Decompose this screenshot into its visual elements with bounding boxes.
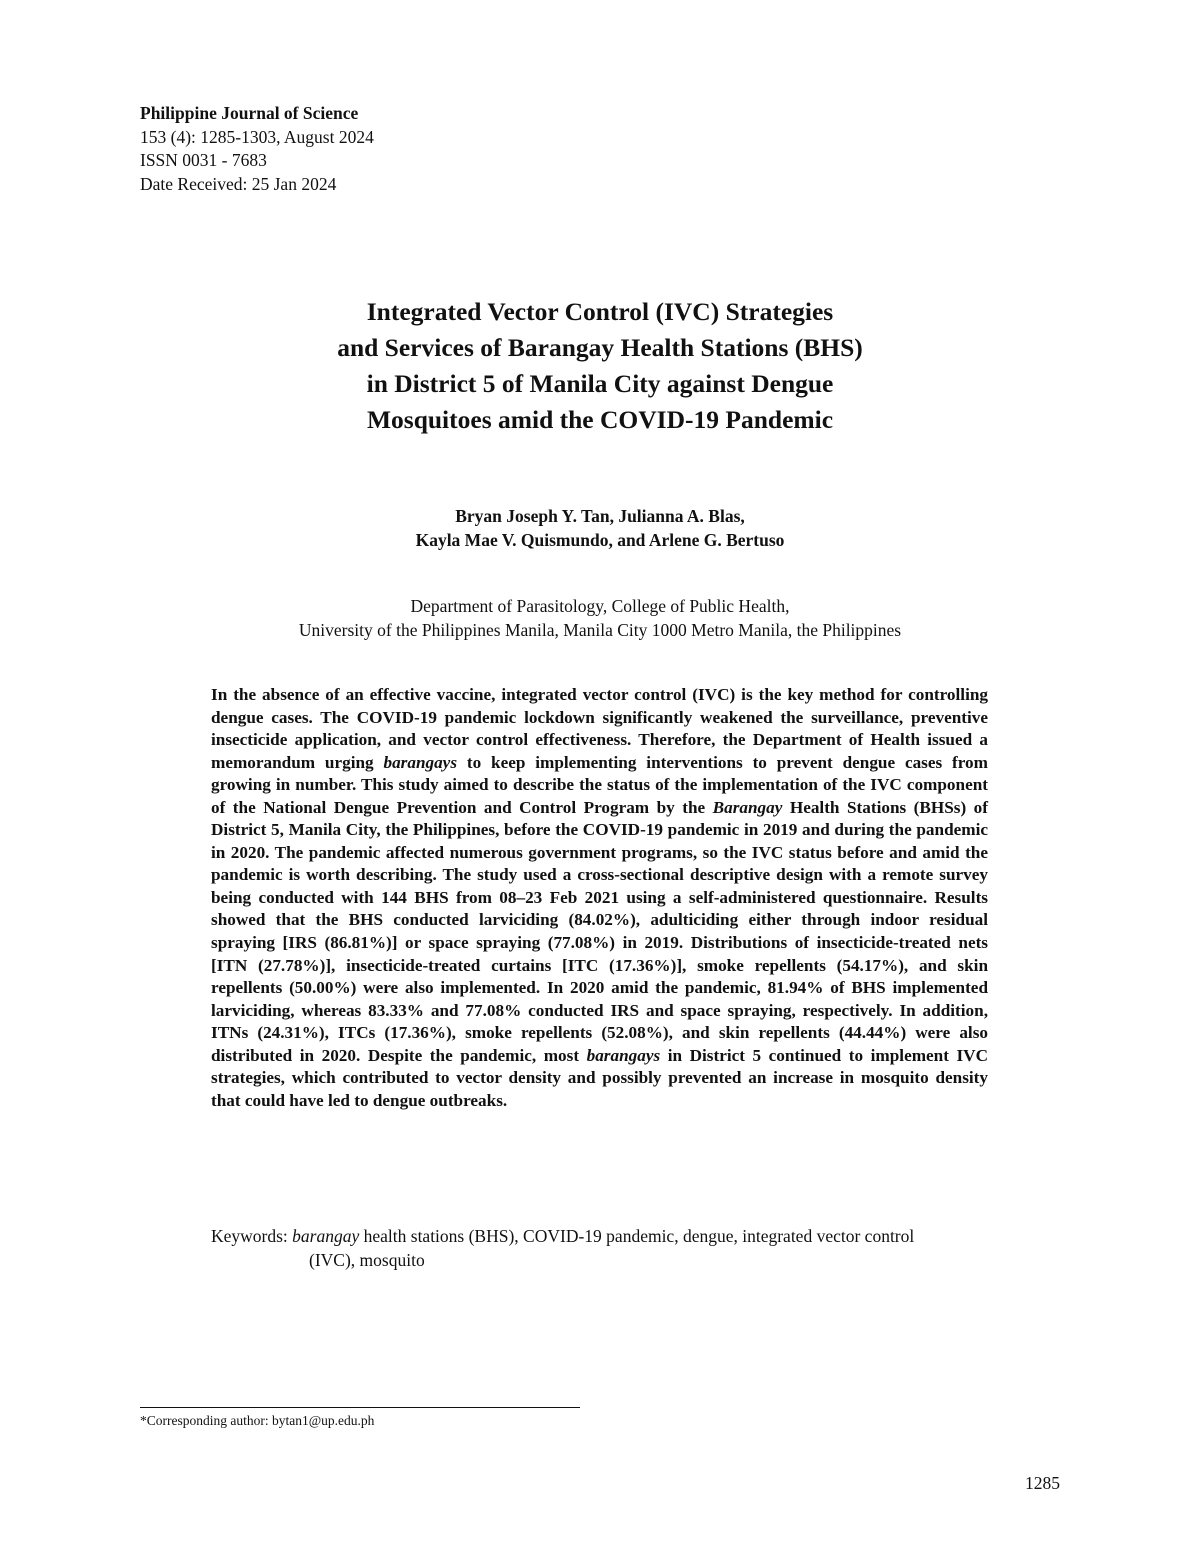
keywords-text: health stations (BHS), COVID-19 pandemic, dengue, integrated vector control — [359, 1226, 915, 1246]
journal-issn: ISSN 0031 - 7683 — [140, 150, 267, 170]
author-list — [200, 504, 1000, 552]
authors-line: Kayla Mae V. Quismundo, and Arlene G. Bertuso — [415, 530, 785, 550]
affiliation — [160, 594, 1040, 642]
corresponding-author-footnote: *Corresponding author: bytan1@up.edu.ph — [140, 1413, 375, 1428]
abstract — [211, 684, 988, 1112]
affiliation-line: Department of Parasitology, College of Public Health, — [410, 596, 790, 616]
journal-header — [140, 102, 374, 196]
journal-name: Philippine Journal of Science — [140, 103, 359, 123]
keywords — [211, 1224, 988, 1272]
date-received: Date Received: 25 Jan 2024 — [140, 173, 337, 194]
title-line: Mosquitoes amid the COVID-19 Pandemic — [366, 405, 834, 434]
keywords-text-continued: (IVC), mosquito — [309, 1250, 425, 1270]
footnote-divider — [140, 1407, 580, 1408]
abstract-italic-term: Barangay — [712, 797, 783, 817]
abstract-text: to keep implementing interventions to prevent dengue cases from growing in number. This study aimed to describe the status of the implementation of the IVC component of the National Dengue Prevention and Control Program by the — [211, 752, 988, 817]
abstract-text: in District 5 continued to implement IVC strategies, which contributed to vector density and possibly prevented an increase in mosquito density that could have led to dengue outbreaks. — [211, 1045, 988, 1110]
authors-line: Bryan Joseph Y. Tan, Julianna A. Blas, — [455, 506, 745, 526]
abstract-text: In the absence of an effective vaccine, integrated vector control (IVC) is the key method for controlling dengue cases. The COVID-19 pandemic lockdown significantly weakened the surveillance, preventive insecticide application, and vector control effectiveness. Therefore, the Department of Health issued a memorandum urging — [211, 685, 988, 772]
journal-issue: 153 (4): 1285-1303, August 2024 — [140, 126, 374, 147]
page-number: 1285 — [1025, 1473, 1060, 1493]
abstract-italic-term: barangays — [586, 1045, 661, 1065]
affiliation-line: University of the Philippines Manila, Manila City 1000 Metro Manila, the Philippines — [298, 620, 902, 640]
title-line: Integrated Vector Control (IVC) Strategies — [366, 297, 834, 326]
abstract-italic-term: barangays — [383, 752, 458, 772]
keyword-italic-term: barangay — [292, 1226, 360, 1246]
paper-title — [200, 294, 1000, 438]
title-line: and Services of Barangay Health Stations (BHS) — [337, 333, 863, 362]
title-line: in District 5 of Manila City against Dengue — [366, 369, 834, 398]
abstract-text: Health Stations (BHSs) of District 5, Manila City, the Philippines, before the COVID-19 pandemic in 2019 and during the pandemic in 2020. The pandemic affected numerous government programs, so the IVC status before and amid the pandemic is worth describing. The study used a cross-sectional descriptive design with a remote survey being conducted with 144 BHS from 08–23 Feb 2021 using a self-administered questionnaire. Results showed that the BHS conducted larviciding (84.02%), adulticiding either through indoor residual spraying [IRS (86.81%)] or space spraying (77.08%) in 2019. Distributions of insecticide-treated nets [ITN (27.78%)], insecticide-treated curtains [ITC (17.36%)], smoke repellents (54.17%), and skin repellents (50.00%) were also implemented. In 2020 amid the pandemic, 81.94% of BHS implemented larviciding, whereas 83.33% and 77.08% conducted IRS and space spraying, respectively. In addition, ITNs (24.31%), ITCs (17.36%), smoke repellents (52.08%), and skin repellents (44.44%) were also distributed in 2020. Despite the pandemic, most — [211, 797, 988, 1065]
keywords-label: Keywords: — [211, 1226, 293, 1246]
